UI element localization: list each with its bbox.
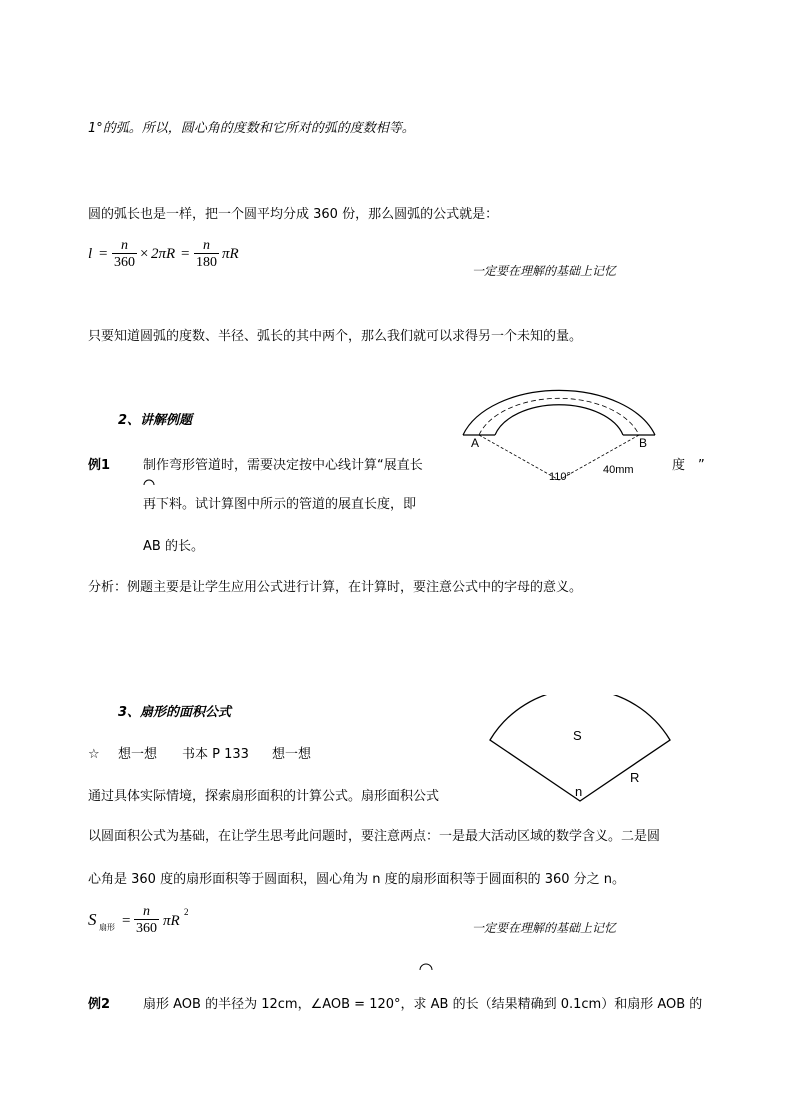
fraction-denominator: 360 bbox=[114, 255, 135, 270]
paragraph-1: 以圆面积公式为基础，在让学生思考此问题时，要注意两点：一是最大活动区域的数学含义。二是圆 bbox=[88, 829, 661, 844]
arc-intro-text: 圆的弧长也是一样，把一个圆平均分成 360 份，那么圆弧的公式就是： bbox=[88, 207, 499, 222]
section-title-sector-area: 3、扇形的面积公式 bbox=[118, 705, 232, 720]
sector-label-s: S bbox=[573, 728, 582, 743]
fraction-n-over-180 bbox=[194, 238, 219, 270]
fraction-n-over-360 bbox=[112, 238, 137, 270]
formula-l: l bbox=[88, 246, 93, 262]
formula-superscript: 2 bbox=[184, 907, 189, 917]
example1-label: 例1 bbox=[88, 458, 111, 473]
think-c: 想一想 bbox=[272, 747, 312, 762]
label-radius: 40mm bbox=[603, 464, 634, 476]
paragraph-2: 心角是 360 度的扇形面积等于圆面积，圆心角为 n 度的扇形面积等于圆面积的 360 分之 n。 bbox=[88, 872, 626, 887]
arc-known-text: 只要知道圆弧的度数、半径、弧长的其中两个，那么我们就可以求得另一个未知的量。 bbox=[88, 329, 583, 344]
think-book-page: 书本 P 133 bbox=[182, 747, 249, 762]
label-b: B bbox=[639, 436, 648, 450]
remember-note-2: 一定要在理解的基础上记忆 bbox=[472, 921, 617, 935]
analysis-text: 分析：例题主要是让学生应用公式进行计算，在计算时，要注意公式中的字母的意义。 bbox=[88, 580, 583, 595]
formula-eq-2: = bbox=[181, 246, 190, 262]
fraction-numerator: n bbox=[143, 904, 150, 919]
fraction-n-over-360 bbox=[134, 904, 159, 936]
formula-pir: πR bbox=[222, 246, 239, 262]
label-angle: 110° bbox=[549, 471, 571, 483]
example1-line2: 再下料。试计算图中所示的管道的展直长度，即 bbox=[143, 497, 417, 512]
think-a: 想一想 bbox=[118, 747, 158, 762]
pipe-figure bbox=[455, 380, 670, 490]
explore-text: 通过具体实际情境，探索扇形面积的计算公式。扇形面积公式 bbox=[88, 789, 440, 804]
arc-symbol-icon bbox=[419, 963, 433, 971]
section-title-examples: 2、讲解例题 bbox=[118, 413, 193, 428]
formula-s-subscript: 扇形 bbox=[99, 923, 115, 932]
example1-line3: AB 的长。 bbox=[143, 539, 204, 554]
example2-text: 扇形 AOB 的半径为 12cm，∠AOB = 120°，求 AB 的长（结果精确到 0.1cm）和扇形 AOB 的 bbox=[143, 997, 703, 1012]
formula-2pir: 2πR bbox=[151, 246, 176, 262]
pipe-inner-arc bbox=[495, 405, 623, 435]
example2-label: 例2 bbox=[88, 997, 111, 1012]
formula-times: × bbox=[140, 246, 149, 262]
sector-label-r: R bbox=[630, 770, 640, 785]
fraction-numerator: n bbox=[203, 238, 210, 253]
fraction-denominator: 180 bbox=[196, 255, 217, 270]
fraction-denominator: 360 bbox=[136, 921, 157, 936]
pipe-outer-arc bbox=[463, 390, 655, 435]
formula-eq: = bbox=[99, 246, 108, 262]
label-a: A bbox=[471, 436, 480, 450]
example1-line1: 制作弯形管道时，需要决定按中心线计算“展直长 bbox=[143, 458, 423, 473]
remember-note: 一定要在理解的基础上记忆 bbox=[472, 264, 617, 278]
arc-symbol-icon bbox=[143, 478, 155, 486]
sector-figure bbox=[485, 695, 675, 805]
formula-s: S bbox=[88, 910, 97, 929]
sector-label-n: n bbox=[575, 784, 583, 799]
formula-pir: πR bbox=[163, 913, 180, 929]
formula-eq: = bbox=[122, 913, 131, 929]
fraction-numerator: n bbox=[121, 238, 128, 253]
star-icon: ☆ bbox=[88, 747, 100, 762]
pipe-center-line bbox=[479, 398, 639, 435]
intro-line: 1°的弧。所以，圆心角的度数和它所对的弧的度数相等。 bbox=[88, 121, 415, 136]
radius-line-a bbox=[479, 435, 559, 480]
example1-line1-tail: 度 ” bbox=[672, 458, 705, 473]
